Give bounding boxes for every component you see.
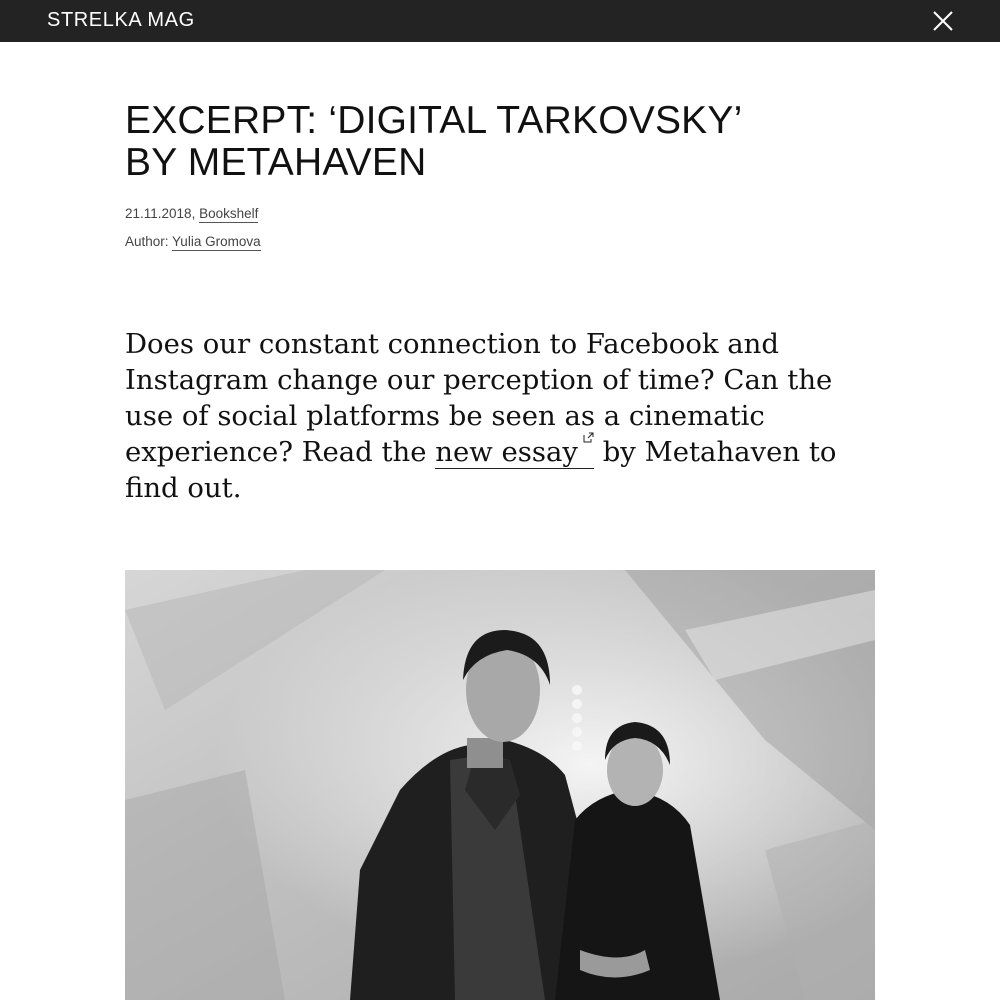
lead-line-4-before: experience? Read the — [125, 436, 436, 468]
category-link[interactable]: Bookshelf — [199, 206, 259, 221]
lead-line-5: find out. — [125, 472, 242, 504]
new-essay-link[interactable] — [435, 436, 594, 469]
article-title — [125, 100, 825, 184]
external-link-icon — [583, 432, 594, 443]
article-date-line — [125, 205, 258, 223]
lead-line-2: Instagram change our perception of time? Can the — [125, 364, 833, 396]
top-bar — [0, 0, 1000, 42]
article-photo — [125, 570, 875, 1000]
author-label: Author: — [125, 234, 169, 249]
author-link[interactable]: Yulia Gromova — [172, 234, 261, 249]
lead-line-3: use of social platforms be seen as a cinematic — [125, 400, 765, 432]
lead-line-1: Does our constant connection to Facebook and — [125, 328, 779, 360]
brand-logo-link[interactable]: STRELKA MAG — [47, 9, 195, 31]
lead-line-4-after: by Metahaven to — [593, 436, 837, 468]
article-author-line — [125, 233, 261, 251]
article-title-line-1: EXCERPT: ‘DIGITAL TARKOVSKY’ — [125, 99, 743, 142]
new-essay-link-text[interactable]: new essay — [435, 436, 578, 468]
article-lead — [125, 326, 845, 506]
article-title-line-2: BY METAHAVEN — [125, 141, 427, 184]
article-date: 21.11.2018, — [125, 206, 196, 221]
close-icon[interactable] — [930, 8, 956, 34]
lead-line-4 — [125, 434, 845, 470]
